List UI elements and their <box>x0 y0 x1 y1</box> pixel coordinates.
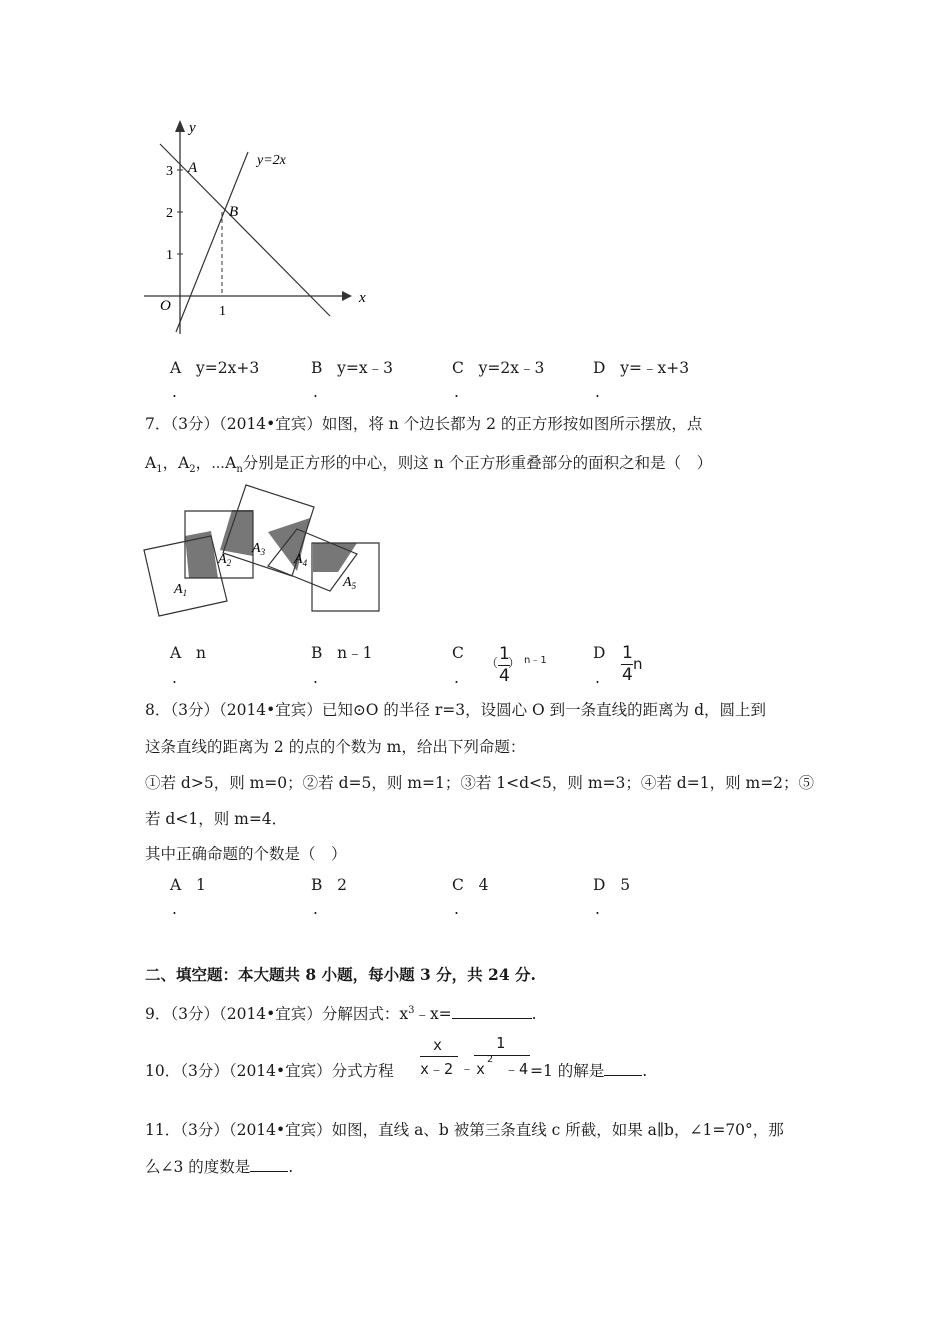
center-label-a4: $A_4$ <box>294 552 308 568</box>
q6-coordinate-figure <box>140 112 380 342</box>
option-text: y=﹣x+3 <box>620 359 690 377</box>
q8-option-b[interactable]: B 2 <box>311 876 348 894</box>
tick-label-1-x: 1 <box>219 304 226 319</box>
option-dot: . <box>595 383 600 401</box>
option-letter: A <box>170 359 182 377</box>
q6-option-c[interactable] <box>452 358 544 378</box>
x-axis-label: x <box>359 290 366 306</box>
q9-stem: 9．（3分）（2014•宜宾）分解因式：$x^3﹣x=$ . <box>145 1005 537 1024</box>
option-dot: . <box>313 900 318 918</box>
q7-option-d-expression: 1 4 n <box>622 643 643 685</box>
option-text: y=2x+3 <box>195 359 260 377</box>
q10-fraction-equation: x x﹣2 ﹣ 1 x 2 ﹣4 <box>420 1034 529 1078</box>
option-letter: B <box>311 359 323 377</box>
option-dot: . <box>313 383 318 401</box>
center-label-a3: $A_3$ <box>252 541 266 557</box>
option-dot: . <box>313 669 318 687</box>
option-dot: . <box>454 383 459 401</box>
q8-stem-line3: ①若 d>5，则 m=0；②若 d=5，则 m=1；③若 1<d<5，则 m=3；④若 d=1，则 m=2；⑤ <box>145 774 815 792</box>
q7-squares-figure <box>138 480 388 626</box>
option-text: y=2x﹣3 <box>478 359 545 377</box>
q8-option-a[interactable]: A 1 <box>170 876 206 894</box>
tick-label-1-y: 1 <box>166 248 173 263</box>
y-axis-arrow <box>175 120 185 132</box>
option-dot: . <box>595 669 600 687</box>
option-dot: . <box>454 669 459 687</box>
q8-stem-line4: 若 d<1，则 m=4． <box>145 810 288 828</box>
option-dot: . <box>172 900 177 918</box>
section-heading: 二、填空题：本大题共 8 小题，每小题 3 分，共 24 分. <box>145 965 536 984</box>
option-dot: . <box>454 900 459 918</box>
q8-stem-line1: 8．（3分）（2014•宜宾）已知⊙O 的半径 r=3，设圆心 O 到一条直线的距离为 d，圆上到 <box>145 701 767 719</box>
q7-option-d-letter[interactable]: D <box>593 644 606 662</box>
tick-label-3: 3 <box>166 164 173 179</box>
x-axis-arrow <box>342 291 352 301</box>
y-axis-label: y <box>189 120 196 136</box>
q10-suffix: =1 的解是 . <box>530 1062 648 1080</box>
option-dot: . <box>172 669 177 687</box>
q6-option-d[interactable] <box>593 358 689 378</box>
answer-blank[interactable] <box>604 1061 642 1076</box>
answer-blank[interactable] <box>250 1157 288 1172</box>
center-label-a2: $A_2$ <box>218 552 232 568</box>
tick-label-2: 2 <box>166 206 173 221</box>
q11-stem-line2: 么∠3 的度数是 . <box>145 1158 294 1176</box>
q7-option-a[interactable]: A n <box>170 644 206 662</box>
line-label: y=2x <box>257 153 286 168</box>
center-label-a1: $A_1$ <box>174 582 188 598</box>
q7-stem-line1: 7．（3分）（2014•宜宾）如图，将 n 个边长都为 2 的正方形按如图所示摆放，点 <box>145 415 703 433</box>
option-letter: C <box>452 359 464 377</box>
q6-option-a[interactable] <box>170 358 259 378</box>
option-dot: . <box>595 900 600 918</box>
q8-option-c[interactable]: C 4 <box>452 876 489 894</box>
overlap-region-4 <box>313 543 357 572</box>
q8-stem-line2: 这条直线的距离为 2 的点的个数为 m，给出下列命题： <box>145 738 526 756</box>
line-y-2x <box>176 152 248 332</box>
option-dot: . <box>172 383 177 401</box>
q8-option-d[interactable]: D 5 <box>593 876 631 894</box>
q7-option-c-letter[interactable]: C <box>452 644 464 662</box>
center-label-a5: $A_5$ <box>343 575 357 591</box>
origin-label: O <box>160 298 171 314</box>
line-ab <box>160 144 330 316</box>
point-b-label: B <box>229 204 239 220</box>
q7-option-b[interactable]: B n﹣1 <box>311 644 373 662</box>
answer-blank[interactable] <box>452 1004 532 1019</box>
q10-prefix: 10．（3分）（2014•宜宾）分式方程 <box>145 1062 394 1080</box>
point-a-label: A <box>188 160 198 176</box>
q6-option-b[interactable] <box>311 358 393 378</box>
q11-stem-line1: 11．（3分）（2014•宜宾）如图，直线 a、b 被第三条直线 c 所截，如果 a∥b，∠1=70°，那 <box>145 1121 784 1139</box>
q7-option-c-expression: （ 1 4 ） n﹣1 <box>486 644 547 686</box>
q7-stem-line2: $A_1$，$A_2$，$\cdots A_n$分别是正方形的中心，则这 n 个正方形重叠部分的面积之和是（ ） <box>145 454 713 476</box>
option-text: y=x﹣3 <box>337 359 394 377</box>
q8-stem-line5: 其中正确命题的个数是（ ） <box>145 845 347 863</box>
option-letter: D <box>593 359 606 377</box>
